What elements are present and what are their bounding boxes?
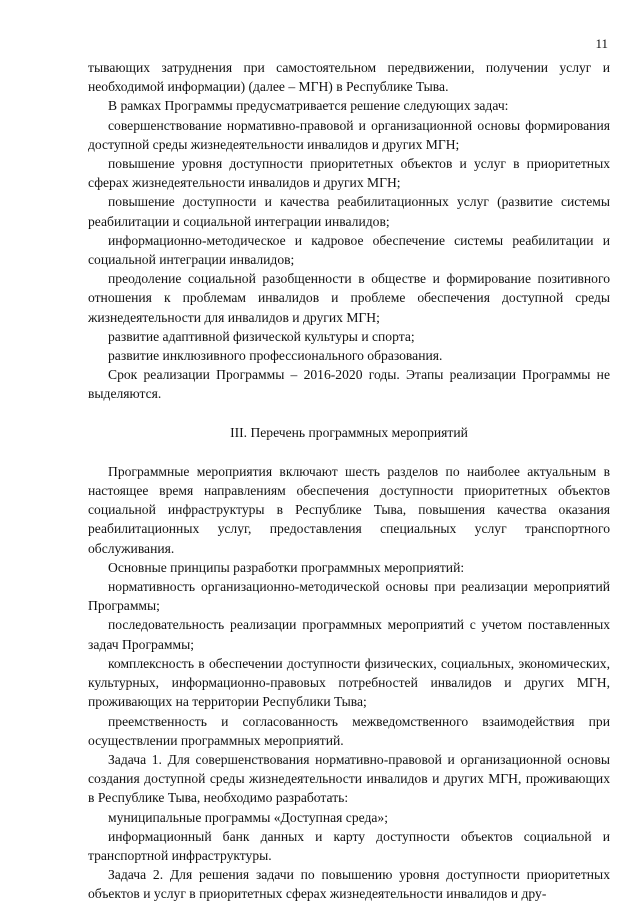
paragraph-principles-intro: Основные принципы разработки программных мероприятий:	[108, 559, 465, 575]
paragraph-principle-item: преемственность и согласованность межведомственного взаимодействия при осуществлении программных мероприятий.	[88, 713, 610, 748]
section-heading: III. Перечень программных мероприятий	[230, 424, 468, 440]
paragraph-task-item: повышение уровня доступности приоритетных объектов и услуг в приоритетных сферах жизнедеятельности инвалидов и других МГН;	[88, 156, 610, 191]
paragraph-task-item: совершенствование нормативно-правовой и организационной основы формирования доступной среды жизнедеятельности инвалидов и других МГН;	[88, 117, 610, 152]
paragraph-task-item: информационно-методическое и кадровое обеспечение системы реабилитации и социальной интеграции инвалидов;	[88, 232, 610, 268]
paragraph-principle-item: последовательность реализации программных мероприятий с учетом поставленных задач Программы;	[88, 617, 610, 652]
paragraph-measures-intro: Программные мероприятия включают шесть разделов по наиболее актуальным в настоящее время направлениям обеспечения доступности приоритетных объектов социальной инфраструктуры в Республике Тыва, повышения качества оказания реабилитационных услуг, предоставления специальных услуг транспортного обслуживания.	[88, 463, 610, 556]
paragraph-task-item: развитие инклюзивного профессионального образования.	[108, 348, 443, 364]
paragraph-principle-item: нормативность организационно-методической основы при реализации мероприятий Программы;	[88, 579, 610, 614]
paragraph-task-item: развитие адаптивной физической культуры и спорта;	[108, 328, 415, 344]
paragraph-task-1: Задача 1. Для совершенствования нормативно-правовой и организационной основы создания доступной среды жизнедеятельности инвалидов и других МГН, проживающих в Республике Тыва, необходимо разработать:	[88, 751, 610, 806]
paragraph-task-2: Задача 2. Для решения задачи по повышению уровня доступности приоритетных объектов и услуг в приоритетных сферах жизнедеятельности инвалидов и дру-	[88, 867, 610, 902]
paragraph-principle-item: комплексность в обеспечении доступности физических, социальных, экономических, культурных, информационно-правовых потребностей инвалидов и других МГН, проживающих на территории Республики Тыва;	[88, 655, 610, 710]
paragraph-task-1-item: информационный банк данных и карту доступности объектов социальной и транспортной инфраструктуры.	[88, 828, 610, 863]
page-number: 11	[595, 36, 608, 51]
paragraph-task-1-item: муниципальные программы «Доступная среда»;	[108, 809, 388, 825]
paragraph-term: Срок реализации Программы – 2016-2020 годы. Этапы реализации Программы не выделяются.	[88, 367, 610, 402]
paragraph-continuation: тывающих затруднения при самостоятельном передвижении, получении услуг и необходимой информации) (далее – МГН) в Республике Тыва.	[88, 60, 610, 95]
paragraph-task-item: преодоление социальной разобщенности в обществе и формирование позитивного отношения к проблемам инвалидов и проблеме обеспечения доступной среды жизнедеятельности для инвалидов и других МГН;	[88, 271, 610, 325]
page-content	[88, 58, 610, 904]
paragraph-task-item: повышение доступности и качества реабилитационных услуг (развитие системы реабилитации и социальной интеграции инвалидов;	[88, 194, 610, 229]
paragraph-tasks-intro: В рамках Программы предусматривается решение следующих задач:	[108, 98, 509, 114]
